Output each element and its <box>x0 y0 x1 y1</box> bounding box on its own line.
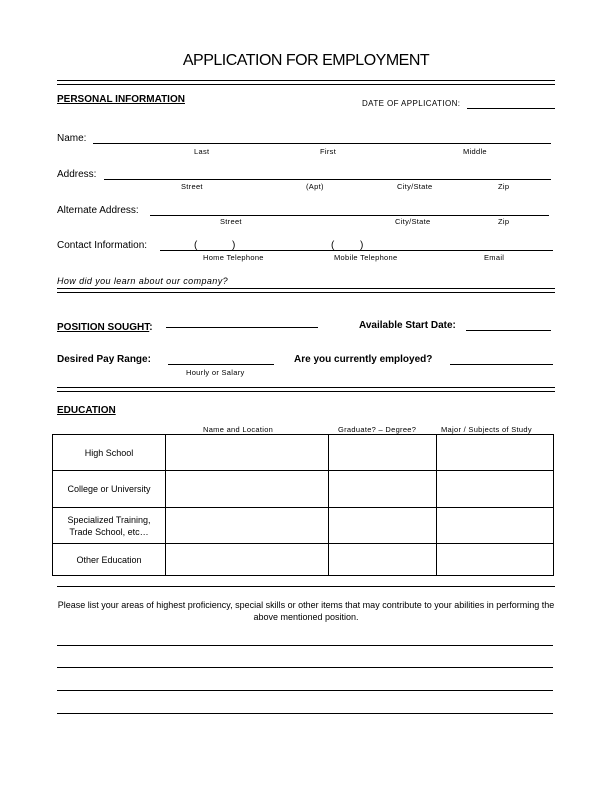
home-telephone-caption: Home Telephone <box>203 253 264 262</box>
contact-info-field[interactable] <box>160 250 553 251</box>
skills-line-1[interactable] <box>57 645 553 646</box>
divider <box>57 84 555 85</box>
alternate-address-label: Alternate Address: <box>57 205 139 216</box>
edu-name-location-cell[interactable] <box>166 508 329 544</box>
desired-pay-range-field[interactable] <box>168 364 274 365</box>
mobile-phone-close-paren: ) <box>360 240 364 251</box>
email-caption: Email <box>484 253 505 262</box>
edu-name-location-cell[interactable] <box>166 471 329 508</box>
edu-row-label: College or University <box>53 471 166 508</box>
table-row <box>53 508 554 544</box>
home-phone-open-paren: ( <box>194 240 198 251</box>
edu-row-label: Other Education <box>53 544 166 576</box>
alt-address-street-caption: Street <box>220 217 242 226</box>
edu-graduate-cell[interactable] <box>329 508 437 544</box>
divider <box>57 80 555 81</box>
edu-name-location-cell[interactable] <box>166 435 329 471</box>
currently-employed-field[interactable] <box>450 364 553 365</box>
hourly-or-salary-caption: Hourly or Salary <box>186 368 245 377</box>
edu-graduate-cell[interactable] <box>329 544 437 576</box>
address-field[interactable] <box>104 179 551 180</box>
contact-info-label: Contact Information: <box>57 240 148 251</box>
edu-name-location-cell[interactable] <box>166 544 329 576</box>
address-zip-caption: Zip <box>498 182 510 191</box>
page-title: APPLICATION FOR EMPLOYMENT <box>182 52 430 69</box>
edu-major-cell[interactable] <box>437 544 554 576</box>
alt-address-zip-caption: Zip <box>498 217 510 226</box>
divider <box>57 586 555 587</box>
position-sought-label <box>57 317 153 335</box>
alternate-address-field[interactable] <box>150 215 549 216</box>
date-of-application-label: DATE OF APPLICATION: <box>362 99 461 108</box>
table-row <box>53 435 554 471</box>
divider <box>57 292 555 293</box>
edu-major-cell[interactable] <box>437 471 554 508</box>
education-table <box>52 434 554 576</box>
skills-line-2[interactable] <box>57 667 553 668</box>
name-last-caption: Last <box>194 147 210 156</box>
available-start-date-field[interactable] <box>466 330 551 331</box>
home-phone-close-paren: ) <box>232 240 236 251</box>
name-label: Name: <box>57 133 87 144</box>
edu-col-major: Major / Subjects of Study <box>441 425 532 434</box>
divider <box>57 391 555 392</box>
skills-line-4[interactable] <box>57 713 553 714</box>
address-apt-caption: (Apt) <box>306 182 324 191</box>
name-middle-caption: Middle <box>463 147 487 156</box>
edu-row-label: High School <box>53 435 166 471</box>
address-street-caption: Street <box>181 182 203 191</box>
edu-row-label: Specialized Training, Trade School, etc… <box>53 508 166 544</box>
edu-major-cell[interactable] <box>437 508 554 544</box>
table-row <box>53 544 554 576</box>
skills-line-3[interactable] <box>57 690 553 691</box>
table-row <box>53 471 554 508</box>
alt-address-city-state-caption: City/State <box>395 217 431 226</box>
edu-col-name-location: Name and Location <box>203 425 274 434</box>
mobile-telephone-caption: Mobile Telephone <box>334 253 398 262</box>
divider <box>57 387 555 388</box>
position-sought-colon: : <box>149 322 153 333</box>
divider <box>57 288 555 289</box>
personal-info-heading: PERSONAL INFORMATION <box>57 94 185 105</box>
position-sought-field[interactable] <box>166 327 318 328</box>
edu-graduate-cell[interactable] <box>329 435 437 471</box>
name-field[interactable] <box>93 143 551 144</box>
date-of-application-field[interactable] <box>467 108 555 109</box>
desired-pay-range-label: Desired Pay Range: <box>57 354 151 365</box>
skills-prompt: Please list your areas of highest proficiency, special skills or other items that may contribute to your abilities in performing the above mentioned position. <box>57 600 555 622</box>
currently-employed-label: Are you currently employed? <box>294 354 433 365</box>
position-sought-text: POSITION SOUGHT <box>57 322 150 333</box>
mobile-phone-open-paren: ( <box>331 240 335 251</box>
edu-col-graduate-degree: Graduate? – Degree? <box>338 425 417 434</box>
available-start-date-label: Available Start Date: <box>359 320 456 331</box>
edu-graduate-cell[interactable] <box>329 471 437 508</box>
education-heading: EDUCATION <box>57 405 116 416</box>
name-first-caption: First <box>320 147 337 156</box>
address-city-state-caption: City/State <box>397 182 433 191</box>
address-label: Address: <box>57 169 97 180</box>
how-learned-question: How did you learn about our company? <box>57 276 228 286</box>
edu-major-cell[interactable] <box>437 435 554 471</box>
